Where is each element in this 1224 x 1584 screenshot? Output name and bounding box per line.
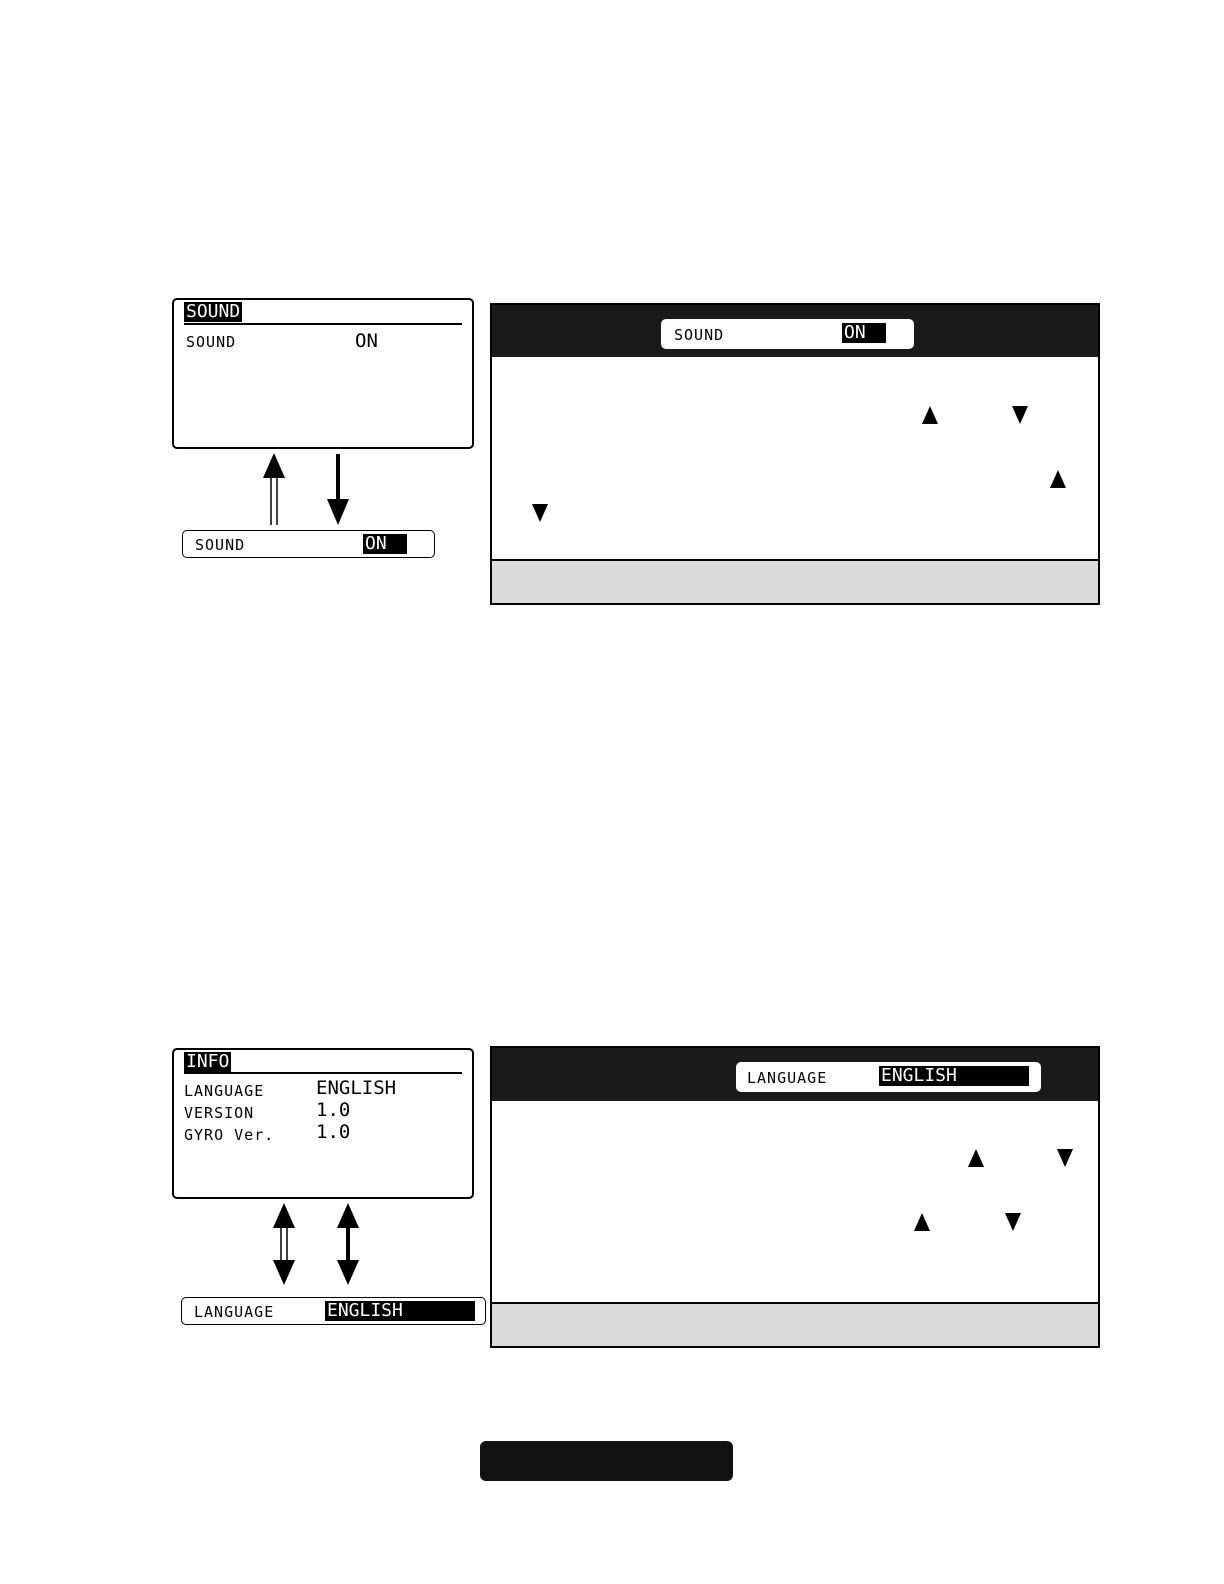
info-lcd-screen [172, 1048, 474, 1199]
info-panel-readout-value: ENGLISH [879, 1066, 1029, 1086]
sound-panel-footer [492, 559, 1098, 603]
sound-screen-title: SOUND [186, 301, 241, 322]
info-screen-rule [184, 1072, 462, 1074]
double-arrow-hollow-icon [273, 1203, 295, 1285]
up-triangle-icon [968, 1149, 984, 1167]
sound-screen-value: ON [355, 330, 378, 352]
down-triangle-icon [532, 504, 548, 522]
down-triangle-icon [1012, 406, 1028, 424]
info-instruction-panel [490, 1046, 1100, 1348]
info-readout-label: LANGUAGE [194, 1303, 275, 1321]
info-arrows [262, 1200, 372, 1290]
sound-panel-readout-label: SOUND [674, 326, 725, 344]
sound-screen-label: SOUND [186, 333, 237, 351]
info-panel-footer [492, 1302, 1098, 1346]
up-triangle-icon [922, 406, 938, 424]
down-triangle-icon [1005, 1213, 1021, 1231]
sound-panel-readout-value: ON [842, 323, 886, 343]
info-readout-value: ENGLISH [325, 1301, 475, 1321]
up-triangle-icon [914, 1213, 930, 1231]
info-screen-label-gyro: GYRO Ver. [184, 1126, 275, 1144]
info-screen-value-language: ENGLISH [316, 1077, 397, 1099]
arrow-down-icon [327, 454, 349, 525]
info-screen-title: INFO [186, 1051, 230, 1072]
up-triangle-icon [1050, 470, 1066, 488]
sound-panel-header [492, 305, 1098, 357]
sound-screen-rule [184, 323, 462, 325]
info-panel-readout [736, 1062, 1041, 1092]
info-screen-value-version: 1.0 [316, 1099, 351, 1121]
double-arrow-icon [337, 1203, 359, 1285]
sound-readout-label: SOUND [195, 536, 246, 554]
arrow-up-hollow-icon [263, 453, 285, 525]
info-screen-value-gyro: 1.0 [316, 1121, 351, 1143]
sound-lcd-screen [172, 298, 474, 449]
info-screen-label-version: VERSION [184, 1104, 255, 1122]
sound-instruction-panel [490, 303, 1100, 605]
info-screen-label-language: LANGUAGE [184, 1082, 265, 1100]
page-footer-bar [480, 1441, 733, 1481]
down-triangle-icon [1057, 1149, 1073, 1167]
sound-arrows [255, 450, 355, 530]
info-panel-readout-label: LANGUAGE [747, 1069, 828, 1087]
info-panel-header [492, 1048, 1098, 1101]
sound-readout-value: ON [363, 534, 407, 554]
sound-panel-readout [661, 319, 914, 349]
info-readout [181, 1297, 486, 1325]
sound-readout [182, 530, 435, 558]
